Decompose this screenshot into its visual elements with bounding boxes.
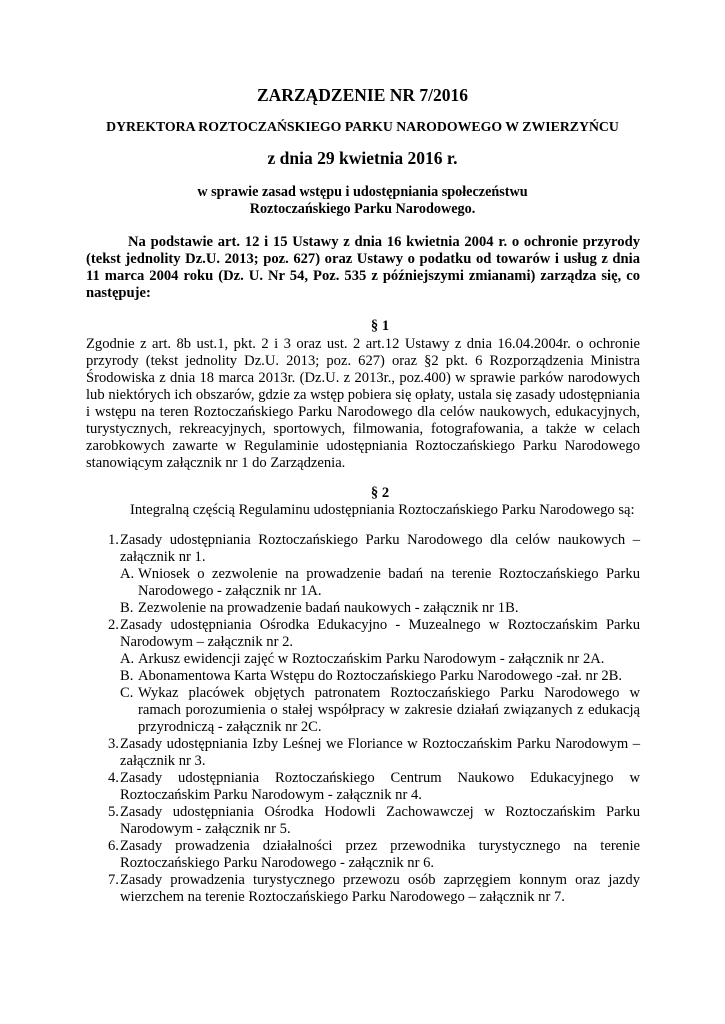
list-number: 2. <box>108 617 119 633</box>
sublist-letter: A. <box>120 566 135 582</box>
list-number: 7. <box>108 872 119 888</box>
list-number: 5. <box>108 804 119 820</box>
list-number: 1. <box>108 532 119 548</box>
sublist-item <box>120 651 640 668</box>
list-item-text: Zasady udostępniania Izby Leśnej we Floriance w Roztoczańskim Parku Narodowym – załącznik nr 3. <box>120 736 640 769</box>
list-item-text: Zasady udostępniania Ośrodka Edukacyjno - Muzealnego w Roztoczańskim Parku Narodowym – załącznik nr 2. <box>120 617 640 650</box>
section-1-text: Zgodnie z art. 8b ust.1, pkt. 2 i 3 oraz ust. 2 art.12 Ustawy z dnia 16.04.2004r. o ochronie przyrody (tekst jednolity Dz.U. 2013; poz. 627) oraz §2 pkt. 6 Rozporządzenia Ministra Środowiska z dnia 18 marca 2013r. (Dz.U. z 2013r., poz.400) w sprawie parków narodowych lub niektórych ich obszarów, gdzie za wstęp pobiera się opłaty, ustala się zasady udostępniania i wstępu na teren Roztoczańskiego Parku Narodowego dla celów naukowych, edukacyjnych, turystycznych, rekreacyjnych, sportowych, filmowania, fotografowania, a także w celach zarobkowych zawarte w Regulaminie udostępniania Roztoczańskiego Parku Narodowego stanowiącym załącznik nr 1 do Zarządzenia. <box>86 336 640 471</box>
sublist-item-text: Abonamentowa Karta Wstępu do Roztoczańskiego Parku Narodowego -zał. nr 2B. <box>138 668 623 684</box>
sublist-item <box>120 668 640 685</box>
sublist-1 <box>120 566 640 617</box>
document-subject <box>150 184 575 218</box>
list-item-1 <box>86 532 640 617</box>
sublist-item <box>120 600 640 617</box>
list-number: 3. <box>108 736 119 752</box>
document-issuer: DYREKTORA ROZTOCZAŃSKIEGO PARKU NARODOWEGO W ZWIERZYŃCU <box>106 119 619 134</box>
section-1-mark: § 1 <box>370 318 390 334</box>
sublist-item-text: Zezwolenie na prowadzenie badań naukowych - załącznik nr 1B. <box>138 600 519 616</box>
list-item-text: Zasady udostępniania Ośrodka Hodowli Zachowawczej w Roztoczańskim Parku Narodowym - załącznik nr 5. <box>120 804 640 837</box>
subject-line-1: w sprawie zasad wstępu i udostępniania społeczeństwu <box>197 184 528 200</box>
sublist-item <box>120 685 640 736</box>
sublist-item-text: Wykaz placówek objętych patronatem Roztoczańskiego Parku Narodowego w ramach porozumienia o stałej współpracy w zakresie działań związanych z edukacją przyrodniczą - załącznik nr 2C. <box>138 685 640 735</box>
document-title: ZARZĄDZENIE NR 7/2016 <box>257 85 468 105</box>
list-item-text: Zasady udostępniania Roztoczańskiego Parku Narodowego dla celów naukowych – załącznik nr 1. <box>120 532 640 565</box>
sublist-2 <box>120 651 640 736</box>
list-item-6 <box>86 838 640 872</box>
list-number: 6. <box>108 838 119 854</box>
attachments-list <box>86 532 640 906</box>
list-item-text: Zasady prowadzenia turystycznego przewozu osób zaprzęgiem konnym oraz jazdy wierzchem na terenie Roztoczańskiego Parku Narodowego – załącznik nr 7. <box>120 872 640 905</box>
list-item-text: Zasady prowadzenia działalności przez przewodnika turystycznego na terenie Roztoczańskiego Parku Narodowego - załącznik nr 6. <box>120 838 640 871</box>
list-number: 4. <box>108 770 119 786</box>
list-item-text: Zasady udostępniania Roztoczańskiego Centrum Naukowo Edukacyjnego w Roztoczańskim Parku Narodowym - załącznik nr 4. <box>120 770 640 803</box>
section-2-intro: Integralną częścią Regulaminu udostępniania Roztoczańskiego Parku Narodowego są: <box>130 502 635 518</box>
sublist-item <box>120 566 640 600</box>
list-item-3 <box>86 736 640 770</box>
list-item-2 <box>86 617 640 736</box>
sublist-letter: B. <box>120 600 134 616</box>
preamble: Na podstawie art. 12 i 15 Ustawy z dnia 16 kwietnia 2004 r. o ochronie przyrody (tekst jednolity Dz.U. 2013; poz. 627) oraz Ustawy o podatku od towarów i usług z dnia 11 marca 2004 roku (Dz. U. Nr 54, Poz. 535 z późniejszymi zmianami) zarządza się, co następuje: <box>86 234 640 301</box>
list-item-7 <box>86 872 640 906</box>
sublist-item-text: Wniosek o zezwolenie na prowadzenie badań na terenie Roztoczańskiego Parku Narodowego - załącznik nr 1A. <box>138 566 640 599</box>
sublist-letter: B. <box>120 668 134 684</box>
list-item-5 <box>86 804 640 838</box>
list-item-4 <box>86 770 640 804</box>
sublist-letter: C. <box>120 685 134 701</box>
section-2-mark: § 2 <box>370 485 390 501</box>
sublist-item-text: Arkusz ewidencji zajęć w Roztoczańskim Parku Narodowym - załącznik nr 2A. <box>138 651 605 667</box>
document-date: z dnia 29 kwietnia 2016 r. <box>267 148 458 168</box>
sublist-letter: A. <box>120 651 135 667</box>
subject-line-2: Roztoczańskiego Parku Narodowego. <box>249 201 476 217</box>
